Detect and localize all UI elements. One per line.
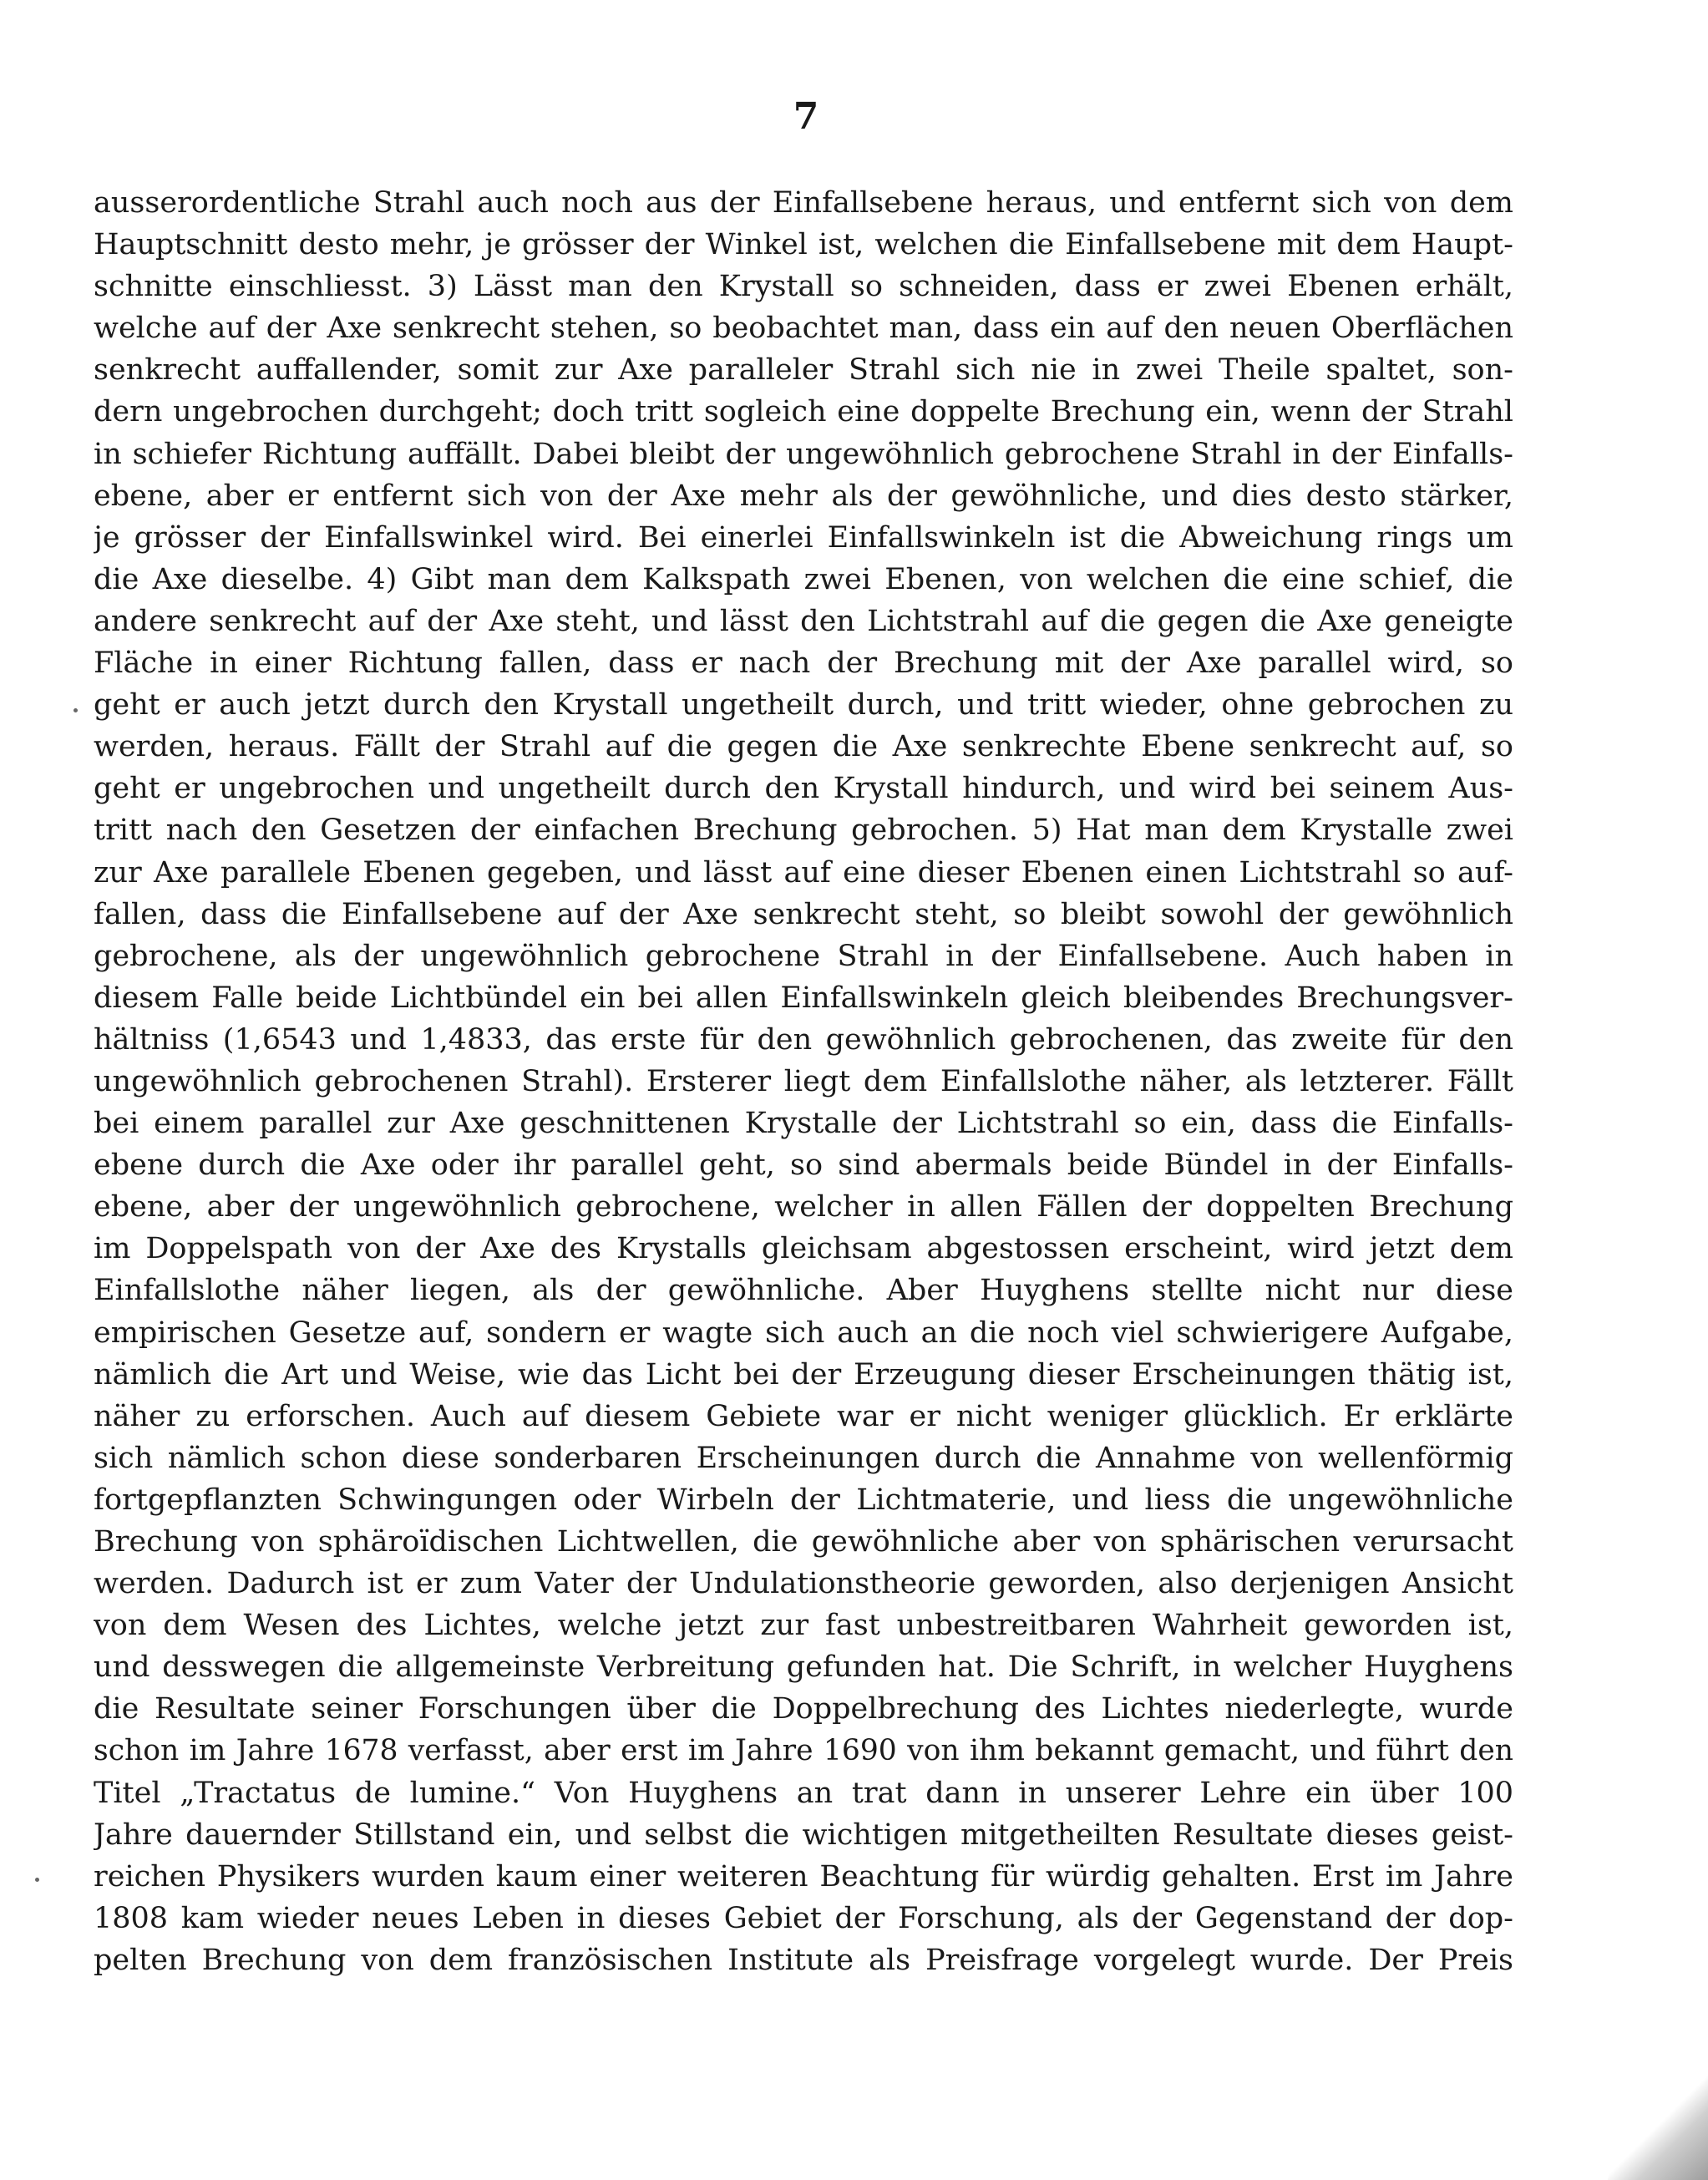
scan-speck (73, 708, 78, 712)
text-line: in schiefer Richtung auffällt. Dabei bleibt der ungewöhnlich gebrochene Strahl in der Einfalls- (94, 437, 1513, 471)
text-line: ebene, aber der ungewöhnlich gebrochene, welcher in allen Fällen der doppelten Brechung (94, 1190, 1513, 1224)
text-line: Titel „Tractatus de lumine.“ Von Huyghens an trat dann in unserer Lehre ein über 100 (94, 1776, 1513, 1810)
text-line: tritt nach den Gesetzen der einfachen Brechung gebrochen. 5) Hat man dem Krystalle zwei (94, 814, 1513, 848)
text-line: Einfallslothe näher liegen, als der gewöhnliche. Aber Huyghens stellte nicht nur diese (94, 1274, 1513, 1308)
text-line: von dem Wesen des Lichtes, welche jetzt zur fast unbestreitbaren Wahrheit geworden ist, (94, 1609, 1513, 1643)
text-line: empirischen Gesetze auf, sondern er wagte sich auch an die noch viel schwierigere Aufgabe, (94, 1316, 1513, 1350)
text-line: geht er auch jetzt durch den Krystall ungetheilt durch, und tritt wieder, ohne gebrochen zu (94, 688, 1513, 722)
text-line: ebene durch die Axe oder ihr parallel geht, so sind abermals beide Bündel in der Einfalls- (94, 1148, 1513, 1183)
text-line: die Resultate seiner Forschungen über die Doppelbrechung des Lichtes niederlegte, wurde (94, 1692, 1513, 1726)
text-line: werden. Dadurch ist er zum Vater der Undulationstheorie geworden, also derjenigen Ansicht (94, 1567, 1513, 1601)
text-line: ungewöhnlich gebrochenen Strahl). Ersterer liegt dem Einfallslothe näher, als letzterer. Fällt (94, 1064, 1513, 1098)
text-line: nämlich die Art und Weise, wie das Licht bei der Erzeugung dieser Erscheinungen thätig ist, (94, 1357, 1513, 1392)
text-line: Jahre dauernder Stillstand ein, und selbst die wichtigen mitgetheilten Resultate dieses geist- (94, 1818, 1513, 1852)
text-line: reichen Physikers wurden kaum einer weiteren Beachtung für würdig gehalten. Erst im Jahre (94, 1859, 1513, 1894)
text-line: diesem Falle beide Lichtbündel ein bei allen Einfallswinkeln gleich bleibendes Brechungsver- (94, 981, 1513, 1015)
text-line: geht er ungebrochen und ungetheilt durch den Krystall hindurch, und wird bei seinem Aus- (94, 772, 1513, 806)
text-line: werden, heraus. Fällt der Strahl auf die gegen die Axe senkrechte Ebene senkrecht auf, so (94, 730, 1513, 764)
text-line: ebene, aber er entfernt sich von der Axe mehr als der gewöhnliche, und dies desto stärker, (94, 479, 1513, 513)
text-line: zur Axe parallele Ebenen gegeben, und lässt auf eine dieser Ebenen einen Lichtstrahl so auf- (94, 855, 1513, 890)
text-line: ausserordentliche Strahl auch noch aus der Einfallsebene heraus, und entfernt sich von dem (94, 186, 1513, 220)
text-line: andere senkrecht auf der Axe steht, und lässt den Lichtstrahl auf die gegen die Axe geneigte (94, 604, 1513, 638)
text-line: näher zu erforschen. Auch auf diesem Gebiete war er nicht weniger glücklich. Er erklärte (94, 1399, 1513, 1433)
text-line: die Axe dieselbe. 4) Gibt man dem Kalkspath zwei Ebenen, von welchen die eine schief, die (94, 562, 1513, 596)
text-line: im Doppelspath von der Axe des Krystalls gleichsam abgestossen erscheint, wird jetzt dem (94, 1232, 1513, 1266)
text-line: dern ungebrochen durchgeht; doch tritt sogleich eine doppelte Brechung ein, wenn der Strahl (94, 395, 1513, 429)
text-line: fallen, dass die Einfallsebene auf der Axe senkrecht steht, so bleibt sowohl der gewöhnlich (94, 897, 1513, 931)
text-line: und desswegen die allgemeinste Verbreitung gefunden hat. Die Schrift, in welcher Huyghens (94, 1650, 1513, 1685)
text-line: Fläche in einer Richtung fallen, dass er nach der Brechung mit der Axe parallel wird, so (94, 646, 1513, 681)
text-line: senkrecht auffallender, somit zur Axe paralleler Strahl sich nie in zwei Theile spaltet, son- (94, 353, 1513, 388)
text-line: schnitte einschliesst. 3) Lässt man den Krystall so schneiden, dass er zwei Ebenen erhält, (94, 270, 1513, 304)
text-line: je grösser der Einfallswinkel wird. Bei einerlei Einfallswinkeln ist die Abweichung rings um (94, 520, 1513, 555)
text-line: Brechung von sphäroïdischen Lichtwellen, die gewöhnliche aber von sphärischen verursacht (94, 1525, 1513, 1559)
text-line: bei einem parallel zur Axe geschnittenen Krystalle der Lichtstrahl so ein, dass die Einfalls- (94, 1107, 1513, 1141)
text-line: welche auf der Axe senkrecht stehen, so beobachtet man, dass ein auf den neuen Oberflächen (94, 312, 1513, 346)
page-number: 7 (793, 95, 819, 138)
text-line: fortgepflanzten Schwingungen oder Wirbeln der Lichtmaterie, und liess die ungewöhnliche (94, 1483, 1513, 1517)
text-line: schon im Jahre 1678 verfasst, aber erst im Jahre 1690 von ihm bekannt gemacht, und führt den (94, 1734, 1513, 1768)
scan-speck (35, 1878, 39, 1882)
text-line: sich nämlich schon diese sonderbaren Erscheinungen durch die Annahme von wellenförmig (94, 1441, 1513, 1475)
text-line: 1808 kam wieder neues Leben in dieses Gebiet der Forschung, als der Gegenstand der dop- (94, 1901, 1513, 1935)
scan-page-corner (1608, 2046, 1708, 2180)
text-line: gebrochene, als der ungewöhnlich gebrochene Strahl in der Einfallsebene. Auch haben in (94, 939, 1513, 973)
body-text (94, 182, 1513, 1981)
text-line: Hauptschnitt desto mehr, je grösser der Winkel ist, welchen die Einfallsebene mit dem Haupt- (94, 228, 1513, 262)
text-line: hältniss (1,6543 und 1,4833, das erste für den gewöhnlich gebrochenen, das zweite für den (94, 1022, 1513, 1057)
text-line: pelten Brechung von dem französischen Institute als Preisfrage vorgelegt wurde. Der Preis (94, 1943, 1513, 1977)
